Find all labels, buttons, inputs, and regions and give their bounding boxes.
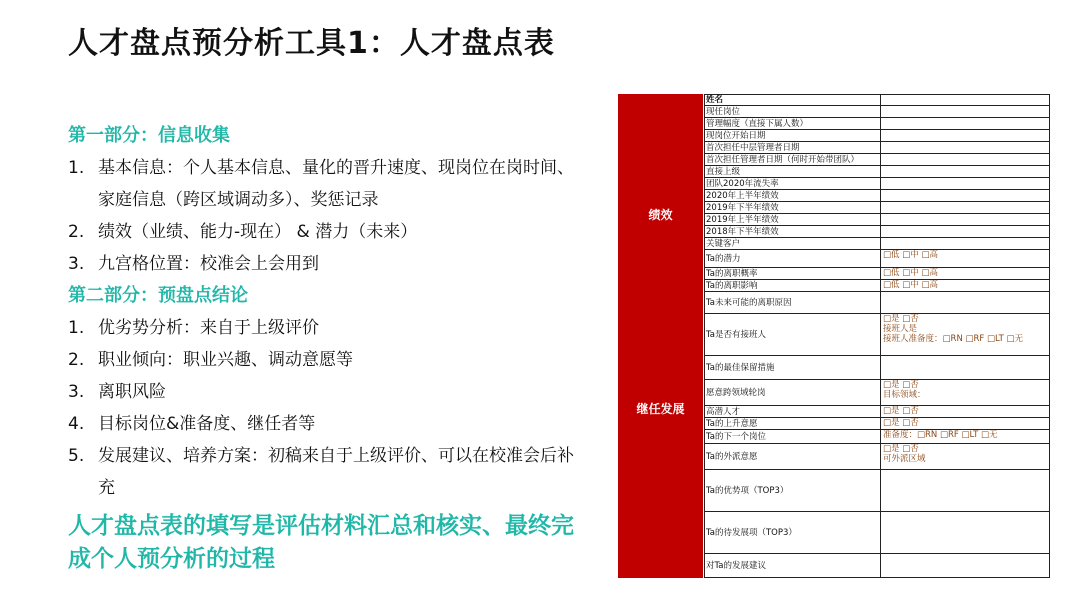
list-item [68,312,578,344]
form-row-label: Ta的上升意愿 [704,418,880,430]
form-row-label: 关键客户 [704,238,880,250]
form-row-label: 2019年下半年绩效 [704,202,880,214]
form-row-label: 现任岗位 [704,106,880,118]
form-row-label: Ta的离职影响 [704,280,880,292]
list-item [68,216,578,248]
form-row-label: 首次担任管理者日期（何时开始带团队） [704,154,880,166]
form-row-value[interactable] [880,268,1050,280]
form-option[interactable]: 目标领域： [883,390,926,400]
form-row-value[interactable] [880,280,1050,292]
content-left [68,120,578,576]
form-section-band: 继任发展 [618,238,704,578]
form-option[interactable]: 接班人准备度：□RN □RF □LT □无 [883,334,1024,344]
form-row-label: Ta的下一个岗位 [704,430,880,444]
form-row-label: Ta是否有接班人 [704,314,880,356]
form-row-value[interactable] [880,130,1050,142]
form-row-value[interactable] [880,512,1050,554]
list-item-number: 3. [68,254,85,274]
list-item [68,152,578,216]
form-section-band [618,94,704,190]
form-row-value[interactable] [880,178,1050,190]
list-item-text: 职业倾向：职业兴趣、调动意愿等 [98,350,353,370]
part1-list [68,152,578,280]
form-option[interactable]: □低 □中 □高 [883,250,938,260]
form-option[interactable]: □是 □否 [883,444,919,454]
form-row-value[interactable] [880,314,1050,356]
form-row-label: Ta的优势项（TOP3） [704,470,880,512]
form-row-label: 愿意跨领域轮岗 [704,380,880,406]
form-row-value[interactable] [880,94,1050,106]
form-row-value[interactable] [880,118,1050,130]
list-item [68,248,578,280]
list-item [68,408,578,440]
list-item-text: 绩效（业绩、能力-现在） & 潜力（未来） [98,222,418,242]
form-row-label: 首次担任中层管理者日期 [704,142,880,154]
form-option[interactable]: 接班人是 [883,324,918,334]
form-option[interactable]: □是 □否 [883,418,919,428]
form-row-label: 姓名 [704,94,880,106]
form-row-value[interactable] [880,430,1050,444]
form-option[interactable]: □是 □否 [883,380,919,390]
form-row-label: Ta的外派意愿 [704,444,880,470]
form-row-value[interactable] [880,142,1050,154]
form-option[interactable]: □低 □中 □高 [883,268,938,278]
form-row-value[interactable] [880,166,1050,178]
form-row-value[interactable] [880,190,1050,202]
form-row-label: Ta的潜力 [704,250,880,268]
list-item-text: 发展建议、培养方案：初稿来自于上级评价、可以在校准会后补充 [98,446,574,498]
form-row-value[interactable] [880,202,1050,214]
form-row-label: 管理幅度（直接下属人数） [704,118,880,130]
form-row-value[interactable] [880,444,1050,470]
list-item-text: 离职风险 [98,382,166,402]
form-row-value[interactable] [880,554,1050,578]
form-row-value[interactable] [880,226,1050,238]
list-item-text: 目标岗位&准备度、继任者等 [98,414,316,434]
form-row-value[interactable] [880,154,1050,166]
part2-list [68,312,578,504]
list-item-number: 4. [68,414,85,434]
form-row-label: 团队2020年流失率 [704,178,880,190]
list-item-text: 九宫格位置：校准会上会用到 [98,254,319,274]
form-row-label: 高潜人才 [704,406,880,418]
form-option[interactable]: 准备度：□RN □RF □LT □无 [883,430,998,440]
form-row-label: 现岗位开始日期 [704,130,880,142]
part1-heading: 第一部分：信息收集 [68,125,230,146]
list-item-number: 2. [68,222,85,242]
form-row-value[interactable] [880,406,1050,418]
list-item-number: 2. [68,350,85,370]
form-row-value[interactable] [880,380,1050,406]
form-row-value[interactable] [880,470,1050,512]
conclusion-text: 人才盘点表的填写是评估材料汇总和核实、最终完成个人预分析的过程 [68,513,574,572]
list-item-text: 基本信息：个人基本信息、量化的晋升速度、现岗位在岗时间、家庭信息（跨区域调动多）、奖惩记录 [98,158,574,210]
form-row-label: Ta的最佳保留措施 [704,356,880,380]
form-row-label: 2019年上半年绩效 [704,214,880,226]
page-title: 人才盘点预分析工具1：人才盘点表 [68,26,555,61]
list-item [68,376,578,408]
form-row-label: 2020年上半年绩效 [704,190,880,202]
form-row-value[interactable] [880,214,1050,226]
form-section-band: 绩效 [618,190,704,238]
talent-review-form [618,94,1050,602]
list-item [68,440,578,504]
list-item-number: 1. [68,318,85,338]
list-item-text: 优劣势分析：来自于上级评价 [98,318,319,338]
form-row-value[interactable] [880,292,1050,314]
part2-heading: 第二部分：预盘点结论 [68,285,248,306]
form-row-value[interactable] [880,106,1050,118]
list-item-number: 1. [68,158,85,178]
form-row-label: 2018年下半年绩效 [704,226,880,238]
form-option[interactable]: 可外派区域 [883,454,926,464]
form-option[interactable]: □是 □否 [883,314,919,324]
form-row-label: 对Ta的发展建议 [704,554,880,578]
form-row-label: Ta的待发展项（TOP3） [704,512,880,554]
form-row-label: Ta的离职概率 [704,268,880,280]
list-item-number: 3. [68,382,85,402]
form-row-value[interactable] [880,418,1050,430]
form-option[interactable]: □低 □中 □高 [883,280,938,290]
form-row-value[interactable] [880,250,1050,268]
list-item-number: 5. [68,446,85,466]
list-item [68,344,578,376]
form-row-value[interactable] [880,356,1050,380]
form-row-value[interactable] [880,238,1050,250]
form-row-label: Ta未来可能的离职原因 [704,292,880,314]
form-option[interactable]: □是 □否 [883,406,919,416]
form-row-label: 直接上级 [704,166,880,178]
